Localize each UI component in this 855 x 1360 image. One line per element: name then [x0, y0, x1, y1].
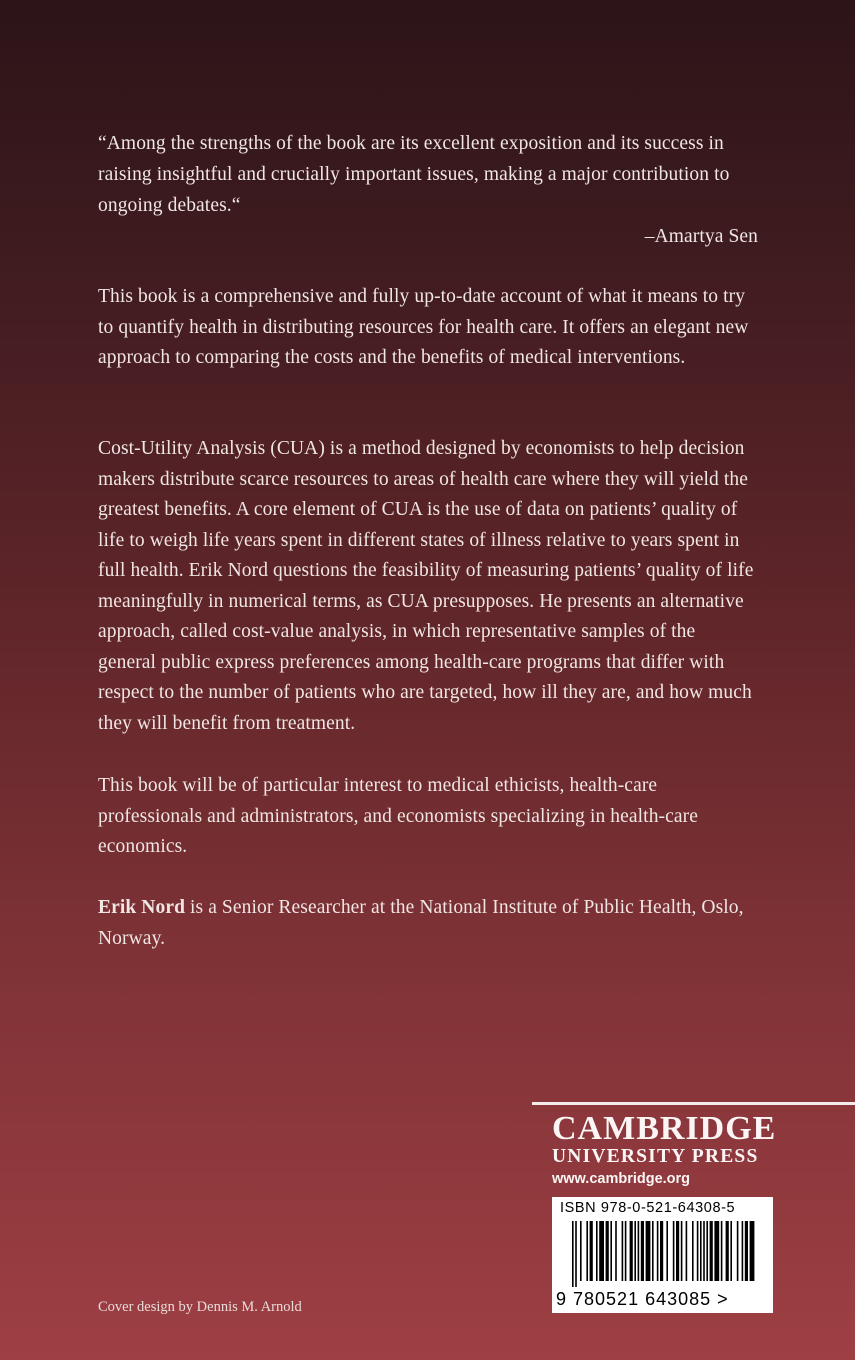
- barcode-bar: [750, 1221, 755, 1281]
- barcode-bar: [700, 1221, 702, 1281]
- barcode-bar: [681, 1221, 683, 1281]
- barcode-bar: [596, 1221, 598, 1281]
- barcode-bar: [630, 1221, 633, 1281]
- author-bio-text: is a Senior Researcher at the National Institute of Public Health, Oslo, Norway.: [98, 897, 744, 949]
- barcode-bar: [657, 1221, 659, 1281]
- barcode-bar: [745, 1221, 748, 1281]
- barcode-bar: [606, 1221, 609, 1281]
- barcode-bar: [676, 1221, 679, 1281]
- barcode-bar: [737, 1221, 739, 1281]
- isbn-barcode: [552, 1197, 773, 1313]
- publisher-url[interactable]: www.cambridge.org: [552, 1171, 691, 1187]
- publisher-divider: [532, 1102, 855, 1105]
- barcode-bar: [686, 1221, 688, 1281]
- barcode-bar: [590, 1221, 593, 1281]
- quote-text: “Among the strengths of the book are its excellent exposition and its success in raising insightful and crucially important issues, making a major contribution to ongoing debates.“: [98, 133, 730, 216]
- barcode-bar: [742, 1221, 744, 1281]
- endorsement-quote: [98, 128, 758, 252]
- author-name: Erik Nord: [98, 897, 186, 918]
- description-paragraph-2: Cost-Utility Analysis (CUA) is a method designed by economists to help decision makers distribute scarce resources to areas of health care where they will yield the greatest benefits. A core element of CUA is the use of data on patients’ quality of life to weigh life years spent in different states of illness relative to years spent in full health. Erik Nord questions the feasibility of measuring patients’ quality of life meaningfully in numerical terms, as CUA presupposes. He presents an alternative approach, called cost-value analysis, in which representative samples of the general public express preferences among health-care programs that differ with respect to the number of patients who are targeted, how ill they are, and how much they will benefit from treatment.: [98, 438, 754, 734]
- barcode-bar: [615, 1221, 617, 1281]
- barcode-bar: [730, 1221, 732, 1281]
- barcode-bar: [641, 1221, 644, 1281]
- barcode-bar: [703, 1221, 705, 1281]
- publisher-subtitle: UNIVERSITY PRESS: [552, 1146, 759, 1167]
- description-paragraph-1: This book is a comprehensive and fully up-to-date account of what it means to try to quantify health in distributing resources for health care. It offers an elegant new approach to comparing the costs and the benefits of medical interventions.: [98, 286, 749, 368]
- barcode-bar: [634, 1221, 636, 1281]
- barcode-bar: [638, 1221, 640, 1281]
- barcode-bar: [646, 1221, 651, 1281]
- barcode-bar: [599, 1221, 604, 1281]
- barcode-bar: [673, 1221, 675, 1281]
- barcode-bar: [660, 1221, 663, 1281]
- barcode-bar: [625, 1221, 627, 1281]
- publisher-name: CAMBRIDGE: [552, 1110, 777, 1147]
- quote-attribution: –Amartya Sen: [644, 226, 758, 247]
- isbn-label: ISBN 978-0-521-64308-5: [560, 1200, 736, 1216]
- barcode-bar: [692, 1221, 694, 1281]
- barcode-bar: [714, 1221, 719, 1281]
- barcode-bar: [610, 1221, 612, 1281]
- barcode-bar: [726, 1221, 729, 1281]
- barcode-bar: [652, 1221, 654, 1281]
- author-bio: [98, 893, 758, 954]
- barcode-bar: [572, 1221, 574, 1287]
- barcode-bar: [710, 1221, 713, 1281]
- description-paragraph-3: This book will be of particular interest to medical ethicists, health-care professionals and administrators, and economists specializing in health-care economics.: [98, 775, 699, 857]
- cover-credit: Cover design by Dennis M. Arnold: [98, 1299, 302, 1315]
- barcode-bar: [580, 1221, 582, 1281]
- barcode-bar: [666, 1221, 668, 1281]
- barcode-bar: [697, 1221, 699, 1281]
- barcode-bar: [721, 1221, 723, 1281]
- barcode-bar: [586, 1221, 588, 1281]
- barcode-bar: [706, 1221, 708, 1281]
- barcode-bar: [622, 1221, 624, 1281]
- ean-digits: 9 780521 643085 >: [556, 1289, 729, 1309]
- barcode-bar: [575, 1221, 577, 1287]
- barcode-bars: [572, 1221, 756, 1287]
